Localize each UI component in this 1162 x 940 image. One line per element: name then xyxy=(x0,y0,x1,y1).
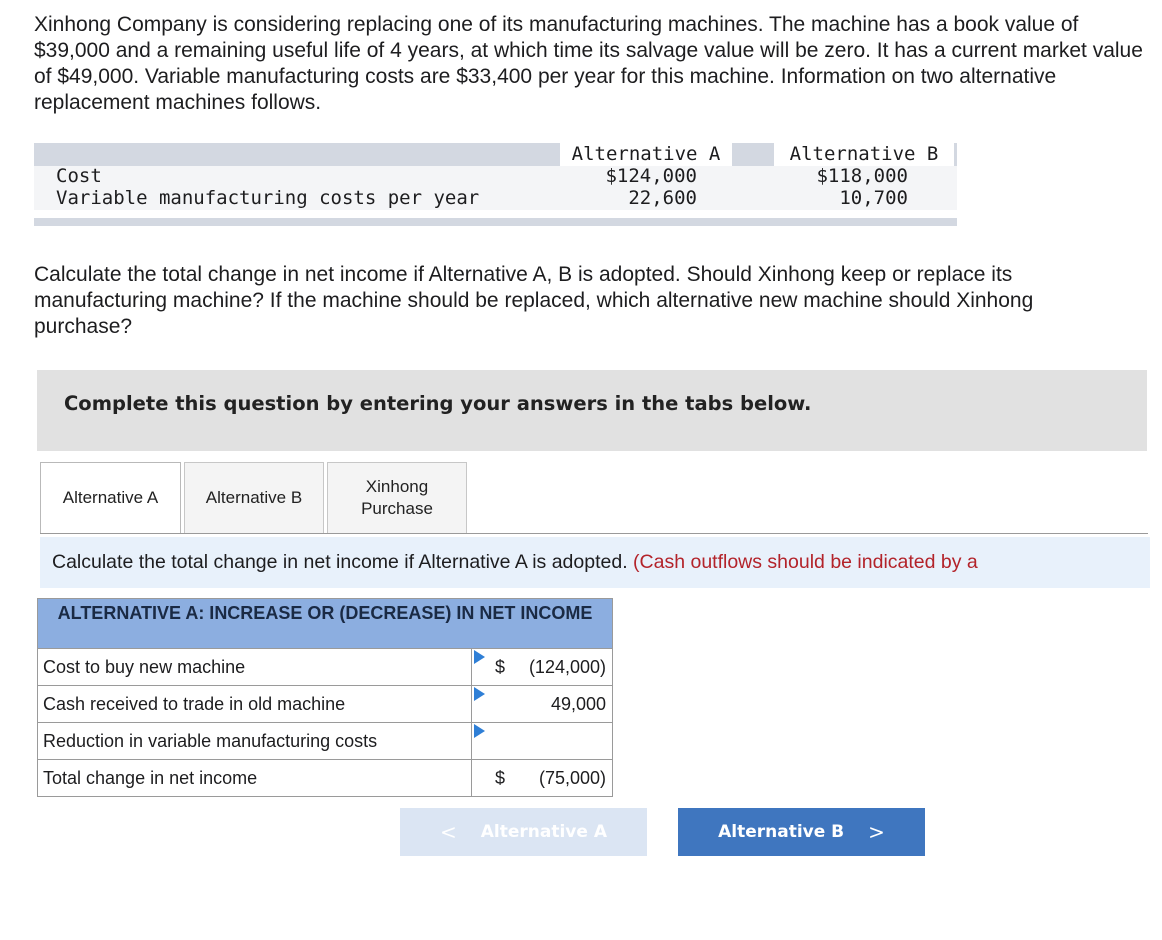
table-footer-band xyxy=(34,218,957,226)
chevron-left-icon: < xyxy=(439,820,457,844)
table-row xyxy=(38,723,612,760)
tab-instruction-text: Calculate the total change in net income if Alternative A is adopted. xyxy=(52,551,628,573)
answer-flag-icon xyxy=(474,687,485,701)
tab-alternative-a[interactable] xyxy=(40,462,181,533)
row-label: Cost to buy new machine xyxy=(38,649,472,685)
machine-info-table xyxy=(34,143,957,227)
tab-instruction-note: (Cash outflows should be indicated by a xyxy=(633,551,978,573)
prev-button[interactable] xyxy=(400,808,647,856)
answer-table xyxy=(37,598,613,797)
variable-costs-alternative-b: 10,700 xyxy=(839,187,908,209)
cost-alternative-a: $124,000 xyxy=(605,165,697,187)
dollar-sign: $ xyxy=(495,657,506,677)
table-row xyxy=(38,649,612,686)
tab-alternative-b[interactable] xyxy=(184,462,324,533)
problem-statement: Xinhong Company is considering replacing one of its manufacturing machines. The machine has a book value of $39,000 and a remaining useful life of 4 years, at which time its salvage value will be zero. It has a current market value of $49,000. Variable manufacturing costs are $33,400 per year for this machine. Information on two alternative replacement machines follows. xyxy=(34,13,1143,114)
next-button[interactable] xyxy=(678,808,925,856)
table-row xyxy=(38,760,612,796)
tab-label: Xinhong Purchase xyxy=(361,477,433,518)
next-button-label: Alternative B xyxy=(718,822,845,842)
instruction-banner xyxy=(37,370,1147,451)
chevron-right-icon: > xyxy=(868,820,885,844)
dollar-sign: $ xyxy=(495,768,506,788)
tab-label: Alternative B xyxy=(205,488,303,507)
variable-costs-alternative-a: 22,600 xyxy=(628,187,697,209)
question-text: Calculate the total change in net income if Alternative A, B is adopted. Should Xinhong keep or replace its manufacturing machine? If the machine should be replaced, which alternative new machine should Xinhong purchase? xyxy=(34,263,1034,338)
table-row xyxy=(38,686,612,723)
prev-button-label: Alternative A xyxy=(480,822,607,842)
row-label: Cash received to trade in old machine xyxy=(38,686,472,722)
row-label: Reduction in variable manufacturing costs xyxy=(38,723,472,759)
cost-alternative-b: $118,000 xyxy=(816,165,908,187)
tab-xinhong-purchase[interactable] xyxy=(327,462,467,533)
answer-value: 49,000 xyxy=(550,694,606,714)
row-label: Total change in net income xyxy=(38,760,472,796)
answer-cell-trade-in[interactable] xyxy=(473,686,612,722)
instruction-text: Complete this question by entering your answers in the tabs below. xyxy=(64,392,812,415)
col-header-alternative-b: Alternative B xyxy=(774,143,954,166)
tab-divider xyxy=(40,533,1148,534)
row-label-cost: Cost xyxy=(56,165,102,187)
answer-flag-icon xyxy=(474,724,485,738)
answer-table-title: ALTERNATIVE A: INCREASE OR (DECREASE) IN NET INCOME xyxy=(38,599,612,649)
row-label-variable-costs: Variable manufacturing costs per year xyxy=(56,187,480,209)
answer-value: (75,000) xyxy=(538,768,606,788)
tab-instruction-bar xyxy=(40,537,1150,588)
answer-cell-total-change xyxy=(473,760,612,796)
answer-flag-icon xyxy=(474,650,485,664)
col-header-alternative-a: Alternative A xyxy=(560,143,732,166)
answer-cell-variable-cost-reduction[interactable] xyxy=(473,723,612,759)
tab-label: Alternative A xyxy=(62,488,159,507)
answer-cell-cost-new-machine[interactable] xyxy=(473,649,612,685)
answer-value: (124,000) xyxy=(528,657,606,677)
